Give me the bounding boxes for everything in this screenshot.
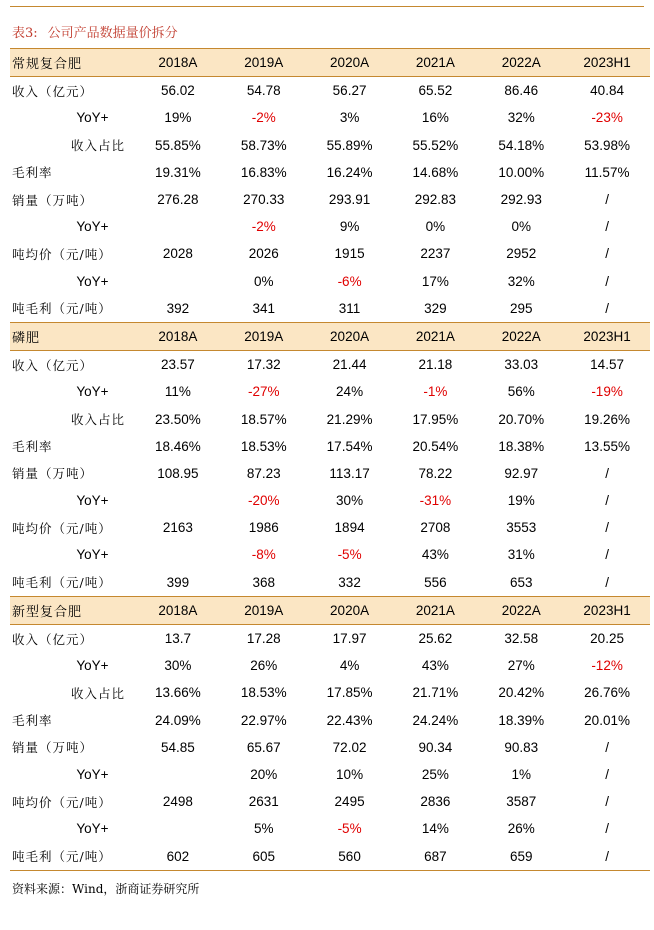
column-header: 2019A xyxy=(221,596,307,624)
table-cell: 653 xyxy=(509,574,533,590)
table-row xyxy=(10,405,650,432)
table-cell: 43% xyxy=(421,658,449,674)
table-cell: 65.52 xyxy=(418,83,453,99)
table-cell xyxy=(135,213,221,240)
table-cell: -1% xyxy=(423,384,448,400)
table-cell: 20% xyxy=(250,766,278,782)
table-cell: 0% xyxy=(511,219,531,235)
row-label: 毛利率 xyxy=(12,439,53,455)
table-row xyxy=(10,378,650,405)
table-cell: 54.18% xyxy=(498,137,545,153)
row-label: YoY+ xyxy=(76,766,109,782)
table-cell: 26.76% xyxy=(584,685,630,701)
table-cell: 2708 xyxy=(420,520,451,536)
table-cell: / xyxy=(605,246,609,262)
table-cell: 32% xyxy=(507,273,535,289)
row-label: YoY+ xyxy=(76,547,109,563)
row-label: 销量（万吨） xyxy=(12,192,94,208)
table-cell: 18.46% xyxy=(155,438,201,454)
table-cell: 17.28 xyxy=(246,631,281,647)
table-row xyxy=(10,487,650,514)
table-cell: / xyxy=(605,219,609,235)
table-cell: 21.29% xyxy=(326,411,373,427)
table-cell: -23% xyxy=(591,110,623,126)
table-cell: 14.68% xyxy=(412,164,459,180)
table-cell: -5% xyxy=(337,547,362,563)
table-row xyxy=(10,734,650,761)
table-cell: / xyxy=(564,842,650,870)
table-cell: 23.57 xyxy=(161,357,195,373)
table-cell: 23.50% xyxy=(155,411,201,427)
table-cell: 14.57 xyxy=(590,357,624,373)
table-cell: -27% xyxy=(247,384,280,400)
table-cell: 21.44 xyxy=(332,357,367,373)
table-cell: 16% xyxy=(421,110,449,126)
column-header: 2021A xyxy=(392,596,478,624)
table-cell: 17.97 xyxy=(332,631,367,647)
table-row xyxy=(10,679,650,706)
row-label: 吨毛利（元/吨） xyxy=(12,301,112,317)
table-row xyxy=(10,268,650,295)
section-header-row xyxy=(10,49,650,77)
table-cell: 311 xyxy=(338,300,361,316)
table-cell: 53.98% xyxy=(584,137,630,153)
table-cell: 1915 xyxy=(334,246,365,262)
table-cell: 108.95 xyxy=(157,465,199,481)
product-data-table xyxy=(10,48,650,871)
table-cell: 90.83 xyxy=(504,739,539,755)
table-cell: 54.78 xyxy=(246,83,281,99)
table-cell: 2237 xyxy=(420,246,451,262)
table-cell: 27% xyxy=(507,658,535,674)
table-cell: 14% xyxy=(421,821,449,837)
table-cell: -8% xyxy=(251,547,276,563)
table-row xyxy=(10,159,650,186)
column-header: 2022A xyxy=(478,596,564,624)
row-label: YoY+ xyxy=(76,219,109,235)
table-cell: 2026 xyxy=(248,246,279,262)
table-cell: 0% xyxy=(253,273,274,289)
table-cell: / xyxy=(605,493,609,509)
table-cell: 32% xyxy=(507,110,535,126)
table-cell: 2163 xyxy=(162,520,193,536)
row-label: 吨毛利（元/吨） xyxy=(12,575,112,591)
section-name: 磷肥 xyxy=(10,322,135,350)
table-cell: 54.85 xyxy=(161,739,195,755)
row-label: 吨均价（元/吨） xyxy=(12,794,112,810)
table-cell: 17.85% xyxy=(326,685,373,701)
table-row xyxy=(10,295,650,323)
table-cell: 19.31% xyxy=(155,164,201,180)
table-cell xyxy=(135,761,221,788)
row-label: 销量（万吨） xyxy=(12,740,94,756)
table-row xyxy=(10,514,650,541)
table-cell: 556 xyxy=(424,574,447,590)
table-cell xyxy=(135,268,221,295)
table-cell: / xyxy=(605,821,609,837)
table-row xyxy=(10,240,650,267)
table-cell: 10% xyxy=(336,766,364,782)
column-header: 2019A xyxy=(221,49,307,77)
table-row xyxy=(10,186,650,213)
table-row xyxy=(10,815,650,842)
table-row xyxy=(10,624,650,652)
table-cell: 3% xyxy=(339,110,360,126)
table-cell: -5% xyxy=(337,821,362,837)
table-row xyxy=(10,213,650,240)
table-cell: 20.42% xyxy=(498,685,545,701)
table-cell: 560 xyxy=(307,842,393,870)
table-cell: 24% xyxy=(336,384,364,400)
column-header: 2020A xyxy=(307,322,393,350)
table-cell: 2631 xyxy=(248,794,279,810)
row-label: 收入（亿元） xyxy=(12,631,94,647)
table-cell: 329 xyxy=(424,300,447,316)
row-label: 收入（亿元） xyxy=(12,83,94,99)
column-header: 2020A xyxy=(307,49,393,77)
table-cell: 276.28 xyxy=(157,192,199,208)
table-cell: / xyxy=(605,794,609,810)
table-cell: 86.46 xyxy=(504,83,539,99)
table-cell: 20.01% xyxy=(584,712,630,728)
table-cell: 17.95% xyxy=(412,411,459,427)
table-cell: 292.83 xyxy=(414,192,457,208)
table-cell: 16.24% xyxy=(326,164,373,180)
table-body xyxy=(10,49,650,871)
table-row xyxy=(10,842,650,870)
table-cell: 293.91 xyxy=(328,192,371,208)
row-label: 吨毛利（元/吨） xyxy=(10,842,135,870)
table-cell: 13.66% xyxy=(155,685,201,701)
table-cell xyxy=(135,487,221,514)
row-label: 毛利率 xyxy=(12,165,53,181)
table-number: 表3: xyxy=(12,26,38,41)
table-cell: / xyxy=(605,547,609,563)
table-cell: 2028 xyxy=(162,246,193,262)
table-cell: 18.39% xyxy=(498,712,545,728)
table-cell: 18.53% xyxy=(240,685,287,701)
row-label: 收入占比 xyxy=(70,412,125,428)
table-cell: 40.84 xyxy=(590,83,624,99)
column-header: 2021A xyxy=(392,49,478,77)
table-cell: 17.32 xyxy=(246,357,281,373)
column-header: 2020A xyxy=(307,596,393,624)
table-row xyxy=(10,77,650,105)
row-label: 销量（万吨） xyxy=(12,466,94,482)
table-cell: -31% xyxy=(419,493,452,509)
table-cell: 687 xyxy=(392,842,478,870)
table-row xyxy=(10,761,650,788)
column-header: 2023H1 xyxy=(564,322,650,350)
table-cell: 9% xyxy=(339,219,360,235)
column-header: 2021A xyxy=(392,322,478,350)
table-cell: 659 xyxy=(478,842,564,870)
column-header: 2018A xyxy=(135,322,221,350)
table-cell: 3553 xyxy=(506,520,537,536)
source-note: 资料来源：Wind，浙商证券研究所 xyxy=(12,882,200,896)
table-cell: 4% xyxy=(339,658,360,674)
table-cell: 24.09% xyxy=(155,712,201,728)
row-label: YoY+ xyxy=(76,273,109,289)
table-row xyxy=(10,707,650,734)
table-cell: 20.54% xyxy=(412,438,459,454)
table-cell: 2836 xyxy=(420,794,451,810)
table-cell: 19% xyxy=(164,110,192,126)
table-cell: 30% xyxy=(164,658,192,674)
table-cell: 21.71% xyxy=(412,685,459,701)
table-cell: 5% xyxy=(253,821,274,837)
table-cell: 56% xyxy=(507,384,535,400)
table-cell: -12% xyxy=(591,658,623,674)
table-cell: -19% xyxy=(591,384,623,400)
table-cell: 3587 xyxy=(506,794,537,810)
table-cell: 11.57% xyxy=(584,164,630,180)
top-rule xyxy=(10,0,644,7)
column-header: 2022A xyxy=(478,322,564,350)
table-cell xyxy=(135,815,221,842)
table-cell: 33.03 xyxy=(504,357,539,373)
table-cell: 2498 xyxy=(162,794,193,810)
table-cell: 21.18 xyxy=(418,357,453,373)
table-cell: 270.33 xyxy=(243,192,285,208)
row-label: 收入占比 xyxy=(70,685,125,701)
table-cell: 56.27 xyxy=(332,83,367,99)
table-cell: 295 xyxy=(509,300,533,316)
row-label: 吨均价（元/吨） xyxy=(12,520,112,536)
table-cell: / xyxy=(605,192,609,208)
table-cell: / xyxy=(605,766,609,782)
table-cell: 55.89% xyxy=(326,137,373,153)
column-header: 2023H1 xyxy=(564,596,650,624)
table-cell: 20.25 xyxy=(590,631,624,647)
table-cell: 25.62 xyxy=(418,631,453,647)
table-cell: 113.17 xyxy=(329,465,370,481)
table-row xyxy=(10,460,650,487)
section-header-row xyxy=(10,322,650,350)
table-cell: 92.97 xyxy=(504,465,539,481)
table-cell: 292.93 xyxy=(500,192,542,208)
row-label: 吨均价（元/吨） xyxy=(12,246,112,262)
table-row xyxy=(10,652,650,679)
table-cell: 20.70% xyxy=(498,411,545,427)
table-cell: 43% xyxy=(421,547,449,563)
table-cell: 18.57% xyxy=(240,411,287,427)
table-cell: 392 xyxy=(166,300,190,316)
column-header: 2018A xyxy=(135,596,221,624)
table-cell: 11% xyxy=(164,384,191,400)
row-label: YoY+ xyxy=(76,110,109,126)
table-cell: 10.00% xyxy=(498,164,545,180)
table-cell: 55.52% xyxy=(412,137,459,153)
table-cell: / xyxy=(605,520,609,536)
table-cell: 399 xyxy=(166,574,190,590)
table-cell: -2% xyxy=(251,110,276,126)
table-cell xyxy=(135,541,221,568)
table-row xyxy=(10,104,650,131)
column-header: 2018A xyxy=(135,49,221,77)
table-cell: 31% xyxy=(507,547,535,563)
table-cell: -20% xyxy=(247,493,280,509)
table-cell: 26% xyxy=(507,821,535,837)
table-cell: / xyxy=(605,574,609,590)
table-cell: 17.54% xyxy=(326,438,373,454)
table-cell: 78.22 xyxy=(418,465,453,481)
table-cell: 1894 xyxy=(334,520,365,536)
table-cell: 605 xyxy=(221,842,307,870)
table-title-text: 公司产品数据量价拆分 xyxy=(47,26,178,41)
table-cell: 19.26% xyxy=(584,411,630,427)
table-cell: 22.43% xyxy=(326,712,373,728)
section-header-row xyxy=(10,596,650,624)
table-cell: -6% xyxy=(337,273,362,289)
table-cell: 56.02 xyxy=(161,83,195,99)
table-cell: 368 xyxy=(252,574,275,590)
table-cell: 17% xyxy=(421,273,449,289)
table-cell: 18.53% xyxy=(240,438,287,454)
table-cell: 55.85% xyxy=(155,137,201,153)
table-row xyxy=(10,351,650,379)
column-header: 2023H1 xyxy=(564,49,650,77)
section-name: 新型复合肥 xyxy=(10,596,135,624)
table-cell: 1986 xyxy=(248,520,279,536)
table-cell: 13.7 xyxy=(164,631,192,647)
table-cell: 24.24% xyxy=(412,712,459,728)
table-cell: 2952 xyxy=(506,246,537,262)
table-cell: / xyxy=(605,300,609,316)
row-label: YoY+ xyxy=(76,384,109,400)
table-cell: 19% xyxy=(507,493,535,509)
table-cell: -2% xyxy=(251,219,276,235)
table-cell: 25% xyxy=(421,766,449,782)
table-cell: 13.55% xyxy=(584,438,630,454)
table-cell: 87.23 xyxy=(246,465,281,481)
table-row xyxy=(10,788,650,815)
table-cell: 26% xyxy=(250,658,278,674)
column-header: 2019A xyxy=(221,322,307,350)
row-label: 收入（亿元） xyxy=(12,357,94,373)
table-cell: 341 xyxy=(252,300,275,316)
table-cell: 65.67 xyxy=(246,739,281,755)
table-cell: 22.97% xyxy=(240,712,287,728)
row-label: 毛利率 xyxy=(12,713,53,729)
table-cell: 602 xyxy=(135,842,221,870)
table-cell: 2495 xyxy=(334,794,365,810)
section-name: 常规复合肥 xyxy=(10,49,135,77)
row-label: YoY+ xyxy=(76,658,109,674)
table-cell: 90.34 xyxy=(418,739,453,755)
table-row xyxy=(10,433,650,460)
table-cell: 32.58 xyxy=(504,631,539,647)
table-cell: / xyxy=(605,273,609,289)
table-cell: 16.83% xyxy=(240,164,287,180)
table-row xyxy=(10,569,650,597)
table-row xyxy=(10,132,650,159)
table-cell: 1% xyxy=(511,766,531,782)
table-cell: 72.02 xyxy=(332,739,367,755)
row-label: YoY+ xyxy=(76,821,109,837)
row-label: 收入占比 xyxy=(70,138,125,154)
row-label: YoY+ xyxy=(76,493,109,509)
column-header: 2022A xyxy=(478,49,564,77)
table-cell: 0% xyxy=(425,219,446,235)
table-title xyxy=(12,22,178,41)
table-row xyxy=(10,541,650,568)
table-cell: 332 xyxy=(338,574,361,590)
table-cell: 18.38% xyxy=(498,438,545,454)
table-cell: 30% xyxy=(336,493,364,509)
table-cell: / xyxy=(605,739,609,755)
table-cell: 58.73% xyxy=(240,137,287,153)
table-cell: / xyxy=(605,465,609,481)
